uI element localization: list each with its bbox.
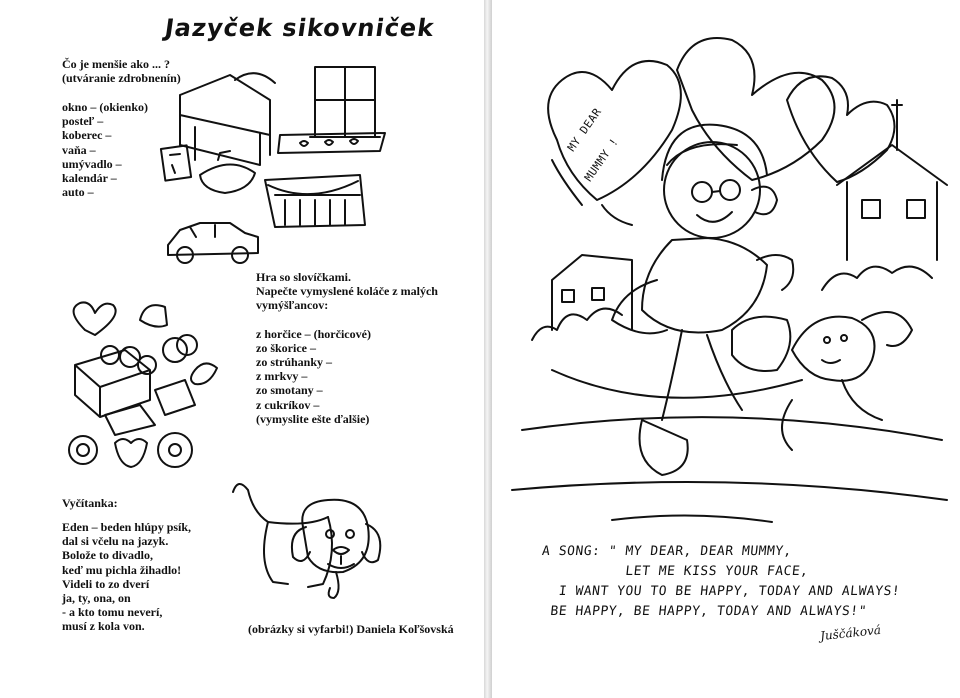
right-page xyxy=(492,0,960,698)
quiz-item: auto – xyxy=(62,185,94,200)
quiz-item: posteľ – xyxy=(62,114,104,129)
rhyme-line: dal si včelu na jazyk. xyxy=(62,534,169,549)
quiz-item: okno – (okienko) xyxy=(62,100,149,114)
quiz-item: umývadlo – xyxy=(62,156,122,171)
author-signature: Juščáková xyxy=(819,622,882,644)
quiz-item: kalendár – xyxy=(62,171,117,186)
game-item: zo smotany – xyxy=(256,383,323,398)
song-line: LET ME KISS YOUR FACE, xyxy=(541,564,810,579)
game-item: zo škorice – xyxy=(256,340,316,355)
word-game xyxy=(256,270,438,426)
game-heading: Napečte vymyslené koláče z malých xyxy=(256,284,438,299)
cakes-illustration xyxy=(55,295,235,475)
balloon-text-line2: MUMMY ! xyxy=(581,135,622,184)
balloon-text-line1: MY DEAR xyxy=(564,105,605,154)
song-lyrics xyxy=(542,542,900,622)
quiz-list xyxy=(62,100,148,199)
game-item: (vymyslite ešte ďalšie) xyxy=(256,411,370,426)
rhyme-heading: Vyčítanka: xyxy=(62,496,118,510)
rhyme-line: ja, ty, ona, on xyxy=(62,591,131,606)
rhyme-line: keď mu pichla žihadlo! xyxy=(62,562,182,577)
rhyme-line: Videli to zo dverí xyxy=(62,576,150,591)
household-objects-illustration xyxy=(160,55,420,275)
quiz-item: koberec – xyxy=(62,128,112,143)
page-title: Jazyček sikovniček xyxy=(163,14,437,42)
game-item: z horčice – (horčicové) xyxy=(256,326,371,341)
game-heading: vymýšľancov: xyxy=(256,298,329,313)
rhyme-line: Bolože to divadlo, xyxy=(62,548,154,563)
game-item: z cukríkov – xyxy=(256,397,320,412)
book-spine xyxy=(484,0,492,698)
quiz-heading: Čo je menšie ako ... ? xyxy=(62,57,170,71)
footer-credit: (obrázky si vyfarbi!) Daniela Koľšovská xyxy=(248,622,454,636)
quiz-subheading: (utváranie zdrobnenín) xyxy=(62,71,181,85)
game-heading: Hra so slovíčkami. xyxy=(256,270,351,284)
rhyme-line: - a kto tomu neverí, xyxy=(62,605,163,620)
game-item: z mrkvy – xyxy=(256,369,308,384)
song-line: A SONG: " MY DEAR, DEAR MUMMY, xyxy=(541,544,793,559)
quiz-item: vaňa – xyxy=(62,142,96,157)
song-line: BE HAPPY, BE HAPPY, TODAY AND ALWAYS!" xyxy=(541,604,868,619)
boy-with-balloons-coloring-illustration xyxy=(492,0,960,540)
rhyme-line: Eden – beden hlúpy psík, xyxy=(62,520,192,534)
rhyme-text xyxy=(62,520,191,634)
puppy-illustration xyxy=(228,472,398,622)
game-item: zo strúhanky – xyxy=(256,355,333,370)
song-line: I WANT YOU TO BE HAPPY, TODAY AND ALWAYS! xyxy=(541,584,901,599)
rhyme-line: musí z kola von. xyxy=(62,619,145,634)
